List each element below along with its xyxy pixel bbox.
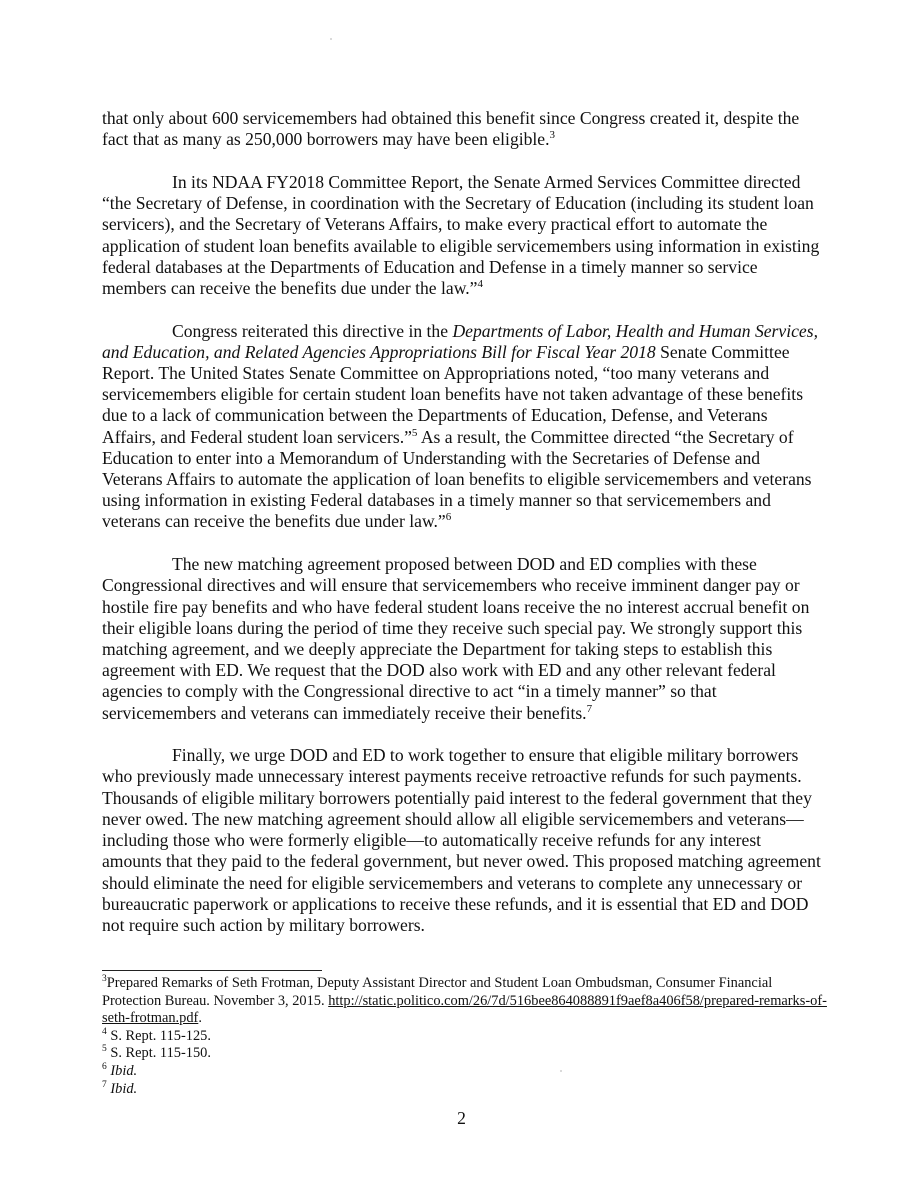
footnote-text: S. Rept. 115-150. — [106, 1045, 211, 1062]
scan-speck — [330, 38, 332, 40]
footnote-number: 4 — [102, 1026, 107, 1037]
footnote-5 — [102, 1045, 832, 1063]
paragraph-text: Congress reiterated this directive in the — [172, 320, 453, 341]
paragraph-continuation — [102, 108, 824, 150]
paragraph-refunds — [102, 745, 824, 936]
paragraph-matching-agreement — [102, 554, 824, 724]
paragraph-appropriations-report — [102, 321, 824, 533]
footnote-number: 3 — [102, 974, 107, 984]
paragraph-text: Finally, we urge DOD and ED to work together to ensure that eligible military borrowers who previously made unnecessary interest payments receive retroactive refunds for such payments. Thousands of eligible military borrowers potentially paid interest to the federal government that they never owed. The new matching agreement should allow all eligible servicemembers and veterans—including those who were formerly eligible—to automatically receive refunds for any interest amounts that they paid to the federal government, but never owed. This proposed matching agreement should eliminate the need for eligible servicemembers and veterans to complete any unnecessary or bureaucratic paperwork or applications to receive these refunds, and it is essential that ED and DOD not require such action by military borrowers. — [102, 745, 821, 935]
footnote-4 — [102, 1028, 832, 1046]
footnote-number: 5 — [102, 1044, 107, 1055]
footnote-text: Ibid. — [106, 1062, 138, 1079]
footnote-number: 7 — [102, 1079, 107, 1090]
page-number: 2 — [457, 1108, 466, 1128]
paragraph-text: In its NDAA FY2018 Committee Report, the Senate Armed Services Committee directed “the Secretary of Defense, in coordination with the Secretary of Education (including its student loan servicers), and the Secretary of Veterans Affairs, to make every practical effort to automate the application of student loan benefits available to eligible servicemembers using information in existing federal databases at the Departments of Education and Defense in a timely manner so service members can receive the benefits due under the law.” — [102, 171, 820, 298]
footnote-reference: 5 — [411, 426, 418, 439]
paragraph-text: The new matching agreement proposed between DOD and ED complies with these Congressional directives and will ensure that servicemembers who receive imminent danger pay or hostile fire pay benefits and who have federal student loans receive the no interest accrual benefit on their eligible loans during the period of time they receive such special pay. We strongly support this matching agreement, and we deeply appreciate the Department for taking steps to establish this agreement with ED. We request that the DOD also work with ED and any other relevant federal agencies to comply with the Congressional directive to act “in a timely manner” so that servicemembers and veterans can immediately receive their benefits. — [102, 554, 810, 723]
paragraph-ndaa-report — [102, 172, 824, 299]
paragraph-text: Senate Committee Report. The United States Senate Committee on Appropriations noted, “too many veterans and servicemembers eligible for certain student loan benefits have not taken advantage of these benefits due to a lack of communication between the Departments of Education, Defense, and Veterans Affairs, and Federal student loan servicers.” — [102, 341, 804, 447]
footnote-6 — [102, 1063, 832, 1081]
paragraph-text: As a result, the Committee directed “the Secretary of Education to enter into a Memorandum of Understanding with the Secretaries of Defense and Veterans Affairs to automate the application of loan benefits to eligible servicemembers and veterans using information in existing Federal databases in a timely manner so that servicemembers and veterans can receive the benefits due under law.” — [102, 426, 812, 532]
footnote-3 — [102, 975, 832, 1028]
footnote-text: Ibid. — [106, 1080, 138, 1097]
footnote-text: Prepared Remarks of Seth Frotman, Deputy Assistant Director and Student Loan Ombudsman, Consumer Financial Protection Bureau. November 3, 2015. — [102, 975, 773, 1009]
footnote-7 — [102, 1081, 832, 1099]
paragraph-text: that only about 600 servicemembers had obtained this benefit since Congress created it, despite the fact that as many as 250,000 borrowers may have been eligible. — [102, 108, 800, 150]
footnote-number: 6 — [102, 1061, 107, 1072]
footnotes — [102, 970, 832, 1098]
footnote-text-end: . — [198, 1010, 202, 1027]
footnote-reference: 3 — [549, 129, 556, 142]
footnote-text: S. Rept. 115-125. — [106, 1027, 211, 1044]
body-text — [102, 108, 824, 958]
italic-title: Departments of Labor, Health and Human Services, and Education, and Related Agencies Appropriations Bill for Fiscal Year 2018 — [102, 320, 818, 362]
footnote-reference: 7 — [586, 702, 593, 715]
footnote-divider — [102, 970, 322, 971]
footnote-reference: 6 — [445, 511, 452, 524]
footnote-reference: 4 — [477, 277, 483, 290]
footnote-link[interactable]: http://static.politico.com/26/7d/516bee864088891f9aef8a406f58/prepared-remarks-of-seth-frotman.pdf — [102, 992, 827, 1027]
